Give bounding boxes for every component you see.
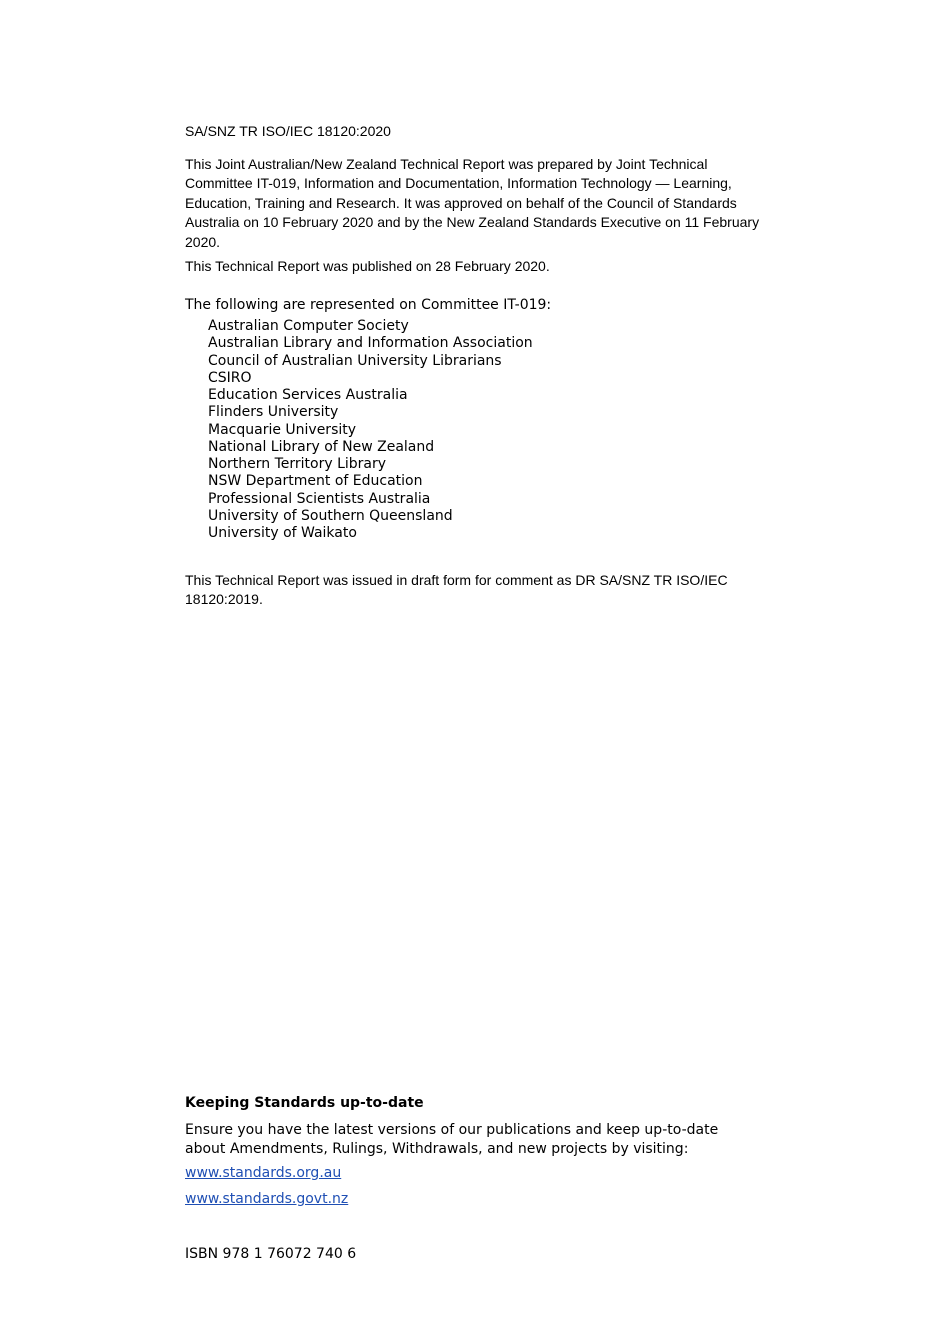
committee-member: Education Services Australia <box>208 387 408 403</box>
committee-member: National Library of New Zealand <box>208 438 435 455</box>
committee-member: Australian Computer Society <box>208 318 409 334</box>
draft-statement: This Technical Report was issued in draft form for comment as DR SA/SNZ TR ISO/IEC 18120:2019. <box>185 572 728 608</box>
committee-member: University of Waikato <box>208 525 357 541</box>
committee-member: CSIRO <box>208 369 252 386</box>
standards-new-zealand-link[interactable]: www.standards.govt.nz <box>185 1191 349 1207</box>
publication-date-statement: This Technical Report was published on 28 February 2020. <box>185 258 550 274</box>
committee-member: Flinders University <box>208 404 339 421</box>
committee-member: Council of Australian University Librarians <box>208 352 502 369</box>
document-identifier: SA/SNZ TR ISO/IEC 18120:2020 <box>185 123 391 139</box>
keeping-up-to-date-heading: Keeping Standards up-to-date <box>185 1095 424 1111</box>
committee-intro: The following are represented on Committee IT-019: <box>185 297 552 313</box>
standards-australia-link[interactable]: www.standards.org.au <box>185 1165 342 1181</box>
committee-member: Australian Library and Information Association <box>208 335 533 352</box>
preparation-statement: This Joint Australian/New Zealand Technical Report was prepared by Joint Technical Committee IT-019, Information and Documentation, Information Technology — Learning, Education, Training and Research. It was approved on behalf of the Council of Standards Australia on 10 February 2020 and by the New Zealand Standards Executive on 11 February 2020. <box>185 156 760 250</box>
isbn: ISBN 978 1 76072 740 6 <box>185 1246 357 1262</box>
keeping-up-to-date-body: Ensure you have the latest versions of our publications and keep up-to-date about Amendments, Rulings, Withdrawals, and new projects by visiting: <box>185 1122 719 1157</box>
committee-member: Macquarie University <box>208 421 357 438</box>
committee-member: University of Southern Queensland <box>208 507 453 524</box>
committee-member: NSW Department of Education <box>208 473 423 490</box>
committee-member: Professional Scientists Australia <box>208 490 431 507</box>
committee-member-list <box>208 318 533 542</box>
committee-member: Northern Territory Library <box>208 456 387 472</box>
